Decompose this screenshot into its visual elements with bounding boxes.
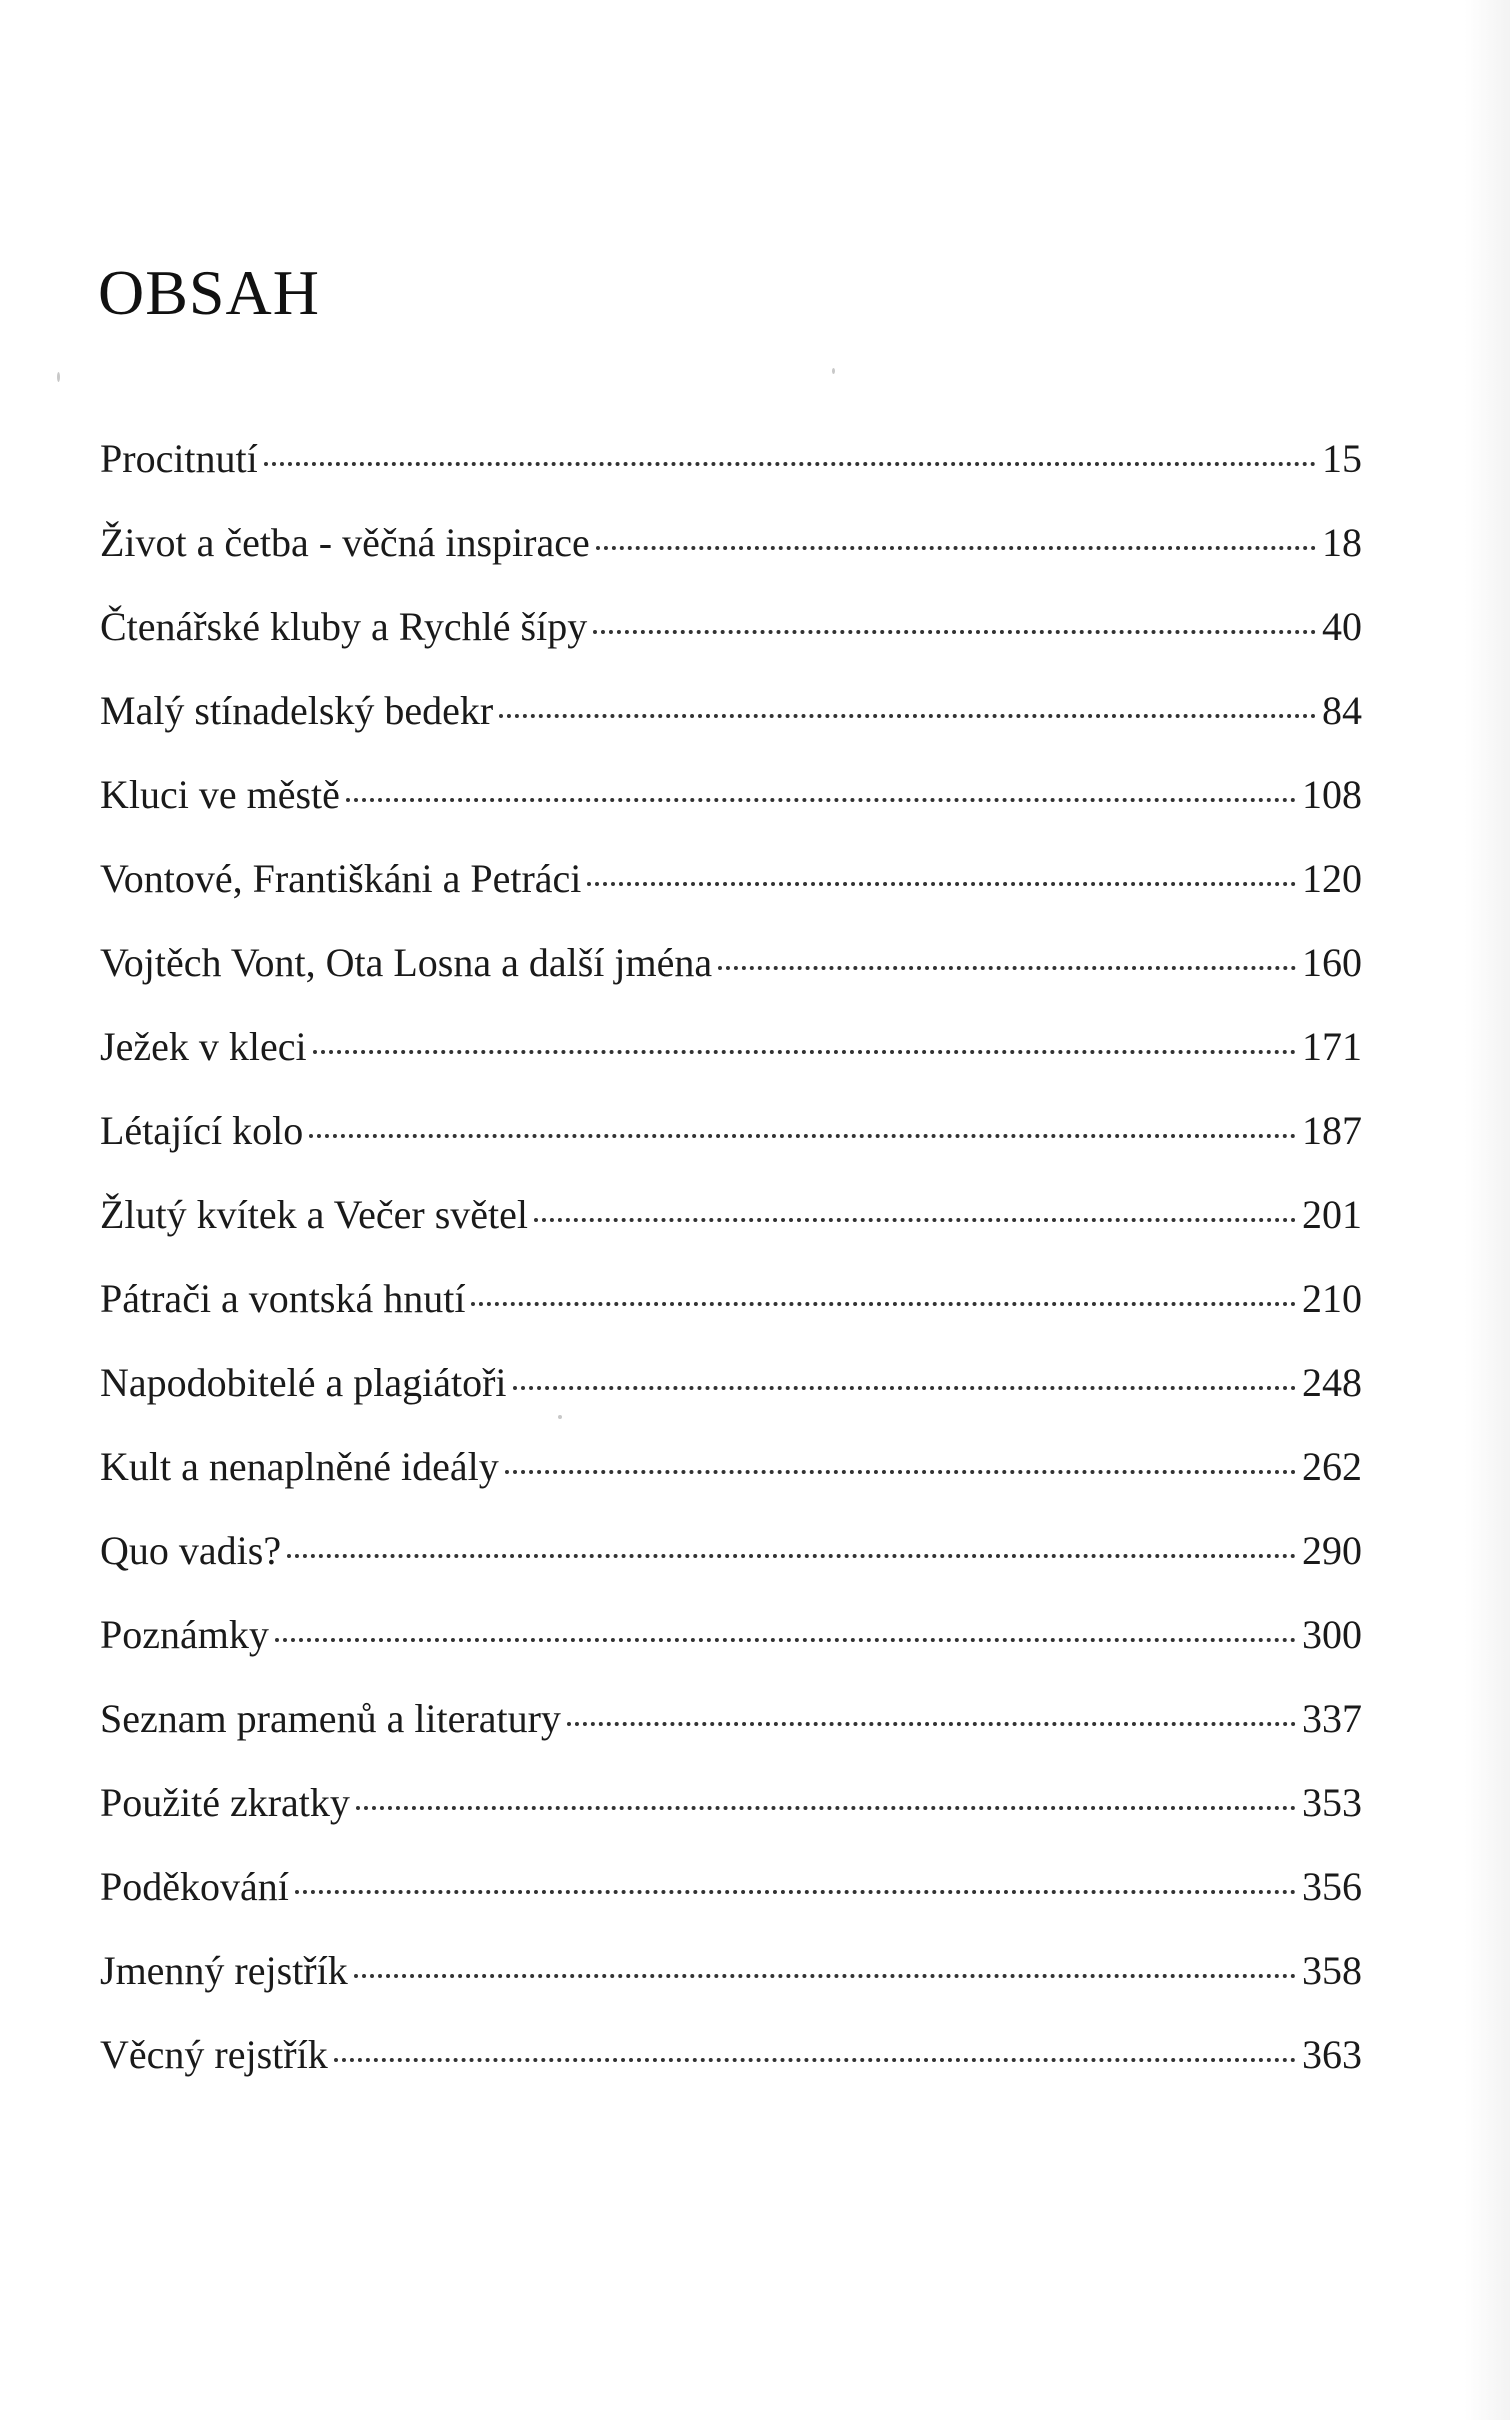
toc-entry-page: 120 — [1302, 856, 1362, 901]
toc-entry[interactable] — [100, 921, 1362, 1005]
toc-entry-page: 40 — [1322, 604, 1362, 649]
toc-entry-page: 358 — [1302, 1948, 1362, 1993]
toc-entry-page: 353 — [1302, 1780, 1362, 1825]
toc-entry-label: Kluci ve městě — [100, 772, 340, 817]
dot-leader — [309, 1134, 1296, 1138]
dot-leader — [596, 546, 1316, 550]
page-title: OBSAH — [98, 257, 320, 328]
dot-leader — [295, 1890, 1296, 1894]
dot-leader — [334, 2058, 1296, 2062]
dot-leader — [567, 1722, 1296, 1726]
toc-entry-label: Jmenný rejstřík — [100, 1948, 348, 1993]
dot-leader — [587, 882, 1296, 886]
toc-entry-label: Létající kolo — [100, 1108, 304, 1153]
paper-speck — [832, 368, 835, 374]
toc-entry-page: 15 — [1322, 436, 1362, 481]
toc-entry-page: 84 — [1322, 688, 1362, 733]
toc-entry[interactable] — [100, 1509, 1362, 1593]
toc-entry[interactable] — [100, 585, 1362, 669]
toc-entry[interactable] — [100, 417, 1362, 501]
toc-entry[interactable] — [100, 501, 1362, 585]
toc-entry-label: Ježek v kleci — [100, 1024, 307, 1069]
dot-leader — [354, 1974, 1296, 1978]
toc-entry-label: Vontové, Františkáni a Petráci — [100, 856, 582, 901]
toc-entry-label: Žlutý kvítek a Večer světel — [100, 1192, 529, 1237]
toc-entry-page: 363 — [1302, 2032, 1362, 2077]
toc-entry-label: Věcný rejstřík — [100, 2032, 328, 2077]
toc-entry-label: Poznámky — [100, 1612, 269, 1657]
dot-leader — [346, 798, 1296, 802]
dot-leader — [499, 714, 1316, 718]
dot-leader — [471, 1302, 1296, 1306]
dot-leader — [718, 966, 1296, 970]
dot-leader — [275, 1638, 1296, 1642]
toc-entry-page: 108 — [1302, 772, 1362, 817]
toc-entry-page: 337 — [1302, 1696, 1362, 1741]
toc-entry-page: 300 — [1302, 1612, 1362, 1657]
toc-entry[interactable] — [100, 1005, 1362, 1089]
toc-entry[interactable] — [100, 1761, 1362, 1845]
dot-leader — [287, 1554, 1296, 1558]
toc-entry-label: Pátrači a vontská hnutí — [100, 1276, 466, 1321]
toc-entry-page: 262 — [1302, 1444, 1362, 1489]
dot-leader — [505, 1470, 1296, 1474]
toc-entry[interactable] — [100, 1257, 1362, 1341]
toc-entry[interactable] — [100, 669, 1362, 753]
toc-entry-page: 18 — [1322, 520, 1362, 565]
toc-entry[interactable] — [100, 2013, 1362, 2097]
toc-entry-page: 171 — [1302, 1024, 1362, 1069]
toc-entry-label: Použité zkratky — [100, 1780, 350, 1825]
dot-leader — [513, 1386, 1296, 1390]
toc-entry-page: 160 — [1302, 940, 1362, 985]
toc-entry-page: 248 — [1302, 1360, 1362, 1405]
toc-entry-label: Vojtěch Vont, Ota Losna a další jména — [100, 940, 713, 985]
dot-leader — [356, 1806, 1296, 1810]
toc-entry-page: 187 — [1302, 1108, 1362, 1153]
dot-leader — [264, 462, 1316, 466]
toc-entry[interactable] — [100, 1929, 1362, 2013]
toc-entry-label: Kult a nenaplněné ideály — [100, 1444, 499, 1489]
paper-speck — [57, 372, 60, 382]
toc-entry[interactable] — [100, 1089, 1362, 1173]
toc-entry[interactable] — [100, 753, 1362, 837]
dot-leader — [313, 1050, 1296, 1054]
toc-entry[interactable] — [100, 1173, 1362, 1257]
toc-entry-label: Čtenářské kluby a Rychlé šípy — [100, 604, 588, 649]
toc-entry-label: Napodobitelé a plagiátoři — [100, 1360, 507, 1405]
toc-entry-page: 356 — [1302, 1864, 1362, 1909]
toc-entry-label: Život a četba - věčná inspirace — [100, 520, 590, 565]
dot-leader — [593, 630, 1316, 634]
table-of-contents — [100, 417, 1362, 2097]
toc-entry-page: 290 — [1302, 1528, 1362, 1573]
toc-entry-label: Poděkování — [100, 1864, 289, 1909]
toc-entry[interactable] — [100, 1425, 1362, 1509]
toc-entry-label: Malý stínadelský bedekr — [100, 688, 494, 733]
toc-entry[interactable] — [100, 1677, 1362, 1761]
toc-entry-page: 210 — [1302, 1276, 1362, 1321]
toc-entry[interactable] — [100, 1341, 1362, 1425]
dot-leader — [534, 1218, 1296, 1222]
toc-entry-label: Quo vadis? — [100, 1528, 282, 1573]
toc-entry-page: 201 — [1302, 1192, 1362, 1237]
toc-entry[interactable] — [100, 837, 1362, 921]
toc-entry[interactable] — [100, 1845, 1362, 1929]
toc-entry[interactable] — [100, 1593, 1362, 1677]
toc-entry-label: Procitnutí — [100, 436, 258, 481]
toc-entry-label: Seznam pramenů a literatury — [100, 1696, 561, 1741]
